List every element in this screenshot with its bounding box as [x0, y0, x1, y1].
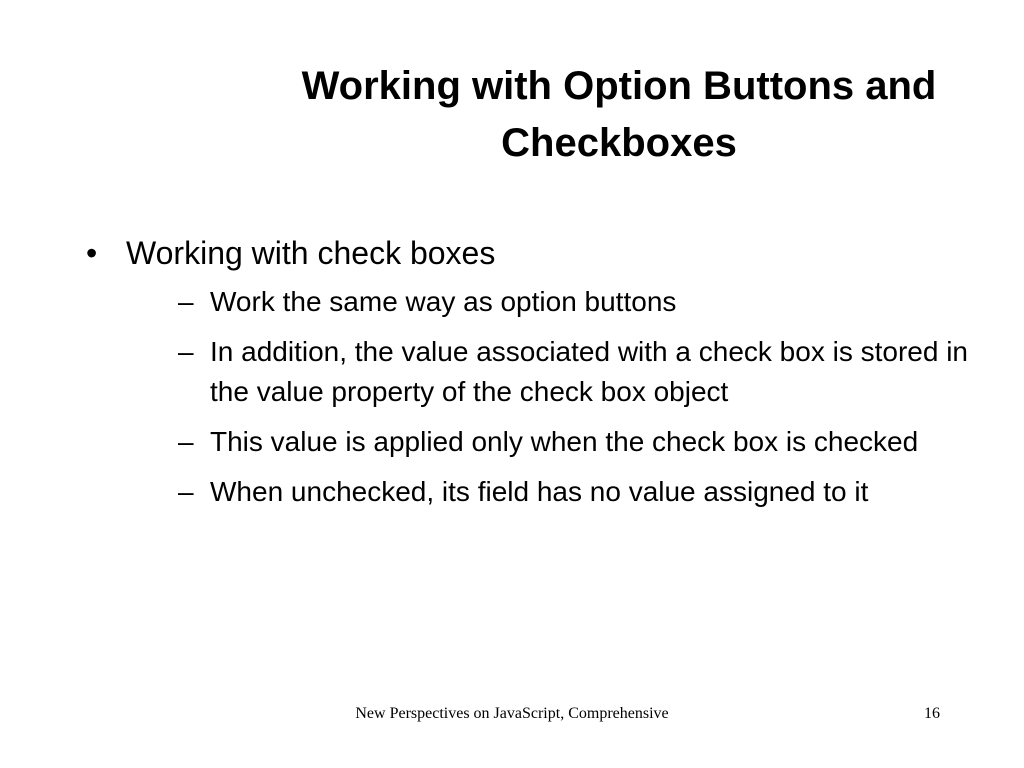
sub-bullet-marker: –: [178, 336, 194, 367]
sub-bullet-marker: –: [178, 476, 194, 507]
sub-bullet-marker: –: [178, 286, 194, 317]
sub-bullet-item-4: [126, 472, 970, 512]
sub-bullet-text: In addition, the value associated with a check box is stored in the value property of the check box object: [210, 336, 968, 407]
bullet-item: [86, 226, 968, 512]
sub-bullet-item-1: [126, 282, 970, 322]
bullet-marker: •: [86, 235, 98, 271]
sub-bullet-text: This value is applied only when the check box is checked: [210, 426, 919, 457]
sub-bullet-list: [126, 282, 968, 512]
slide-title-line-2: Checkboxes: [501, 121, 737, 165]
bullet-text: Working with check boxes: [126, 235, 496, 271]
bullet-list: [86, 226, 968, 522]
sub-bullet-marker: –: [178, 426, 194, 457]
page-number: 16: [924, 705, 940, 722]
slide-title: [258, 58, 980, 172]
sub-bullet-item-3: [126, 422, 970, 462]
footer-text: New Perspectives on JavaScript, Comprehensive: [355, 705, 669, 722]
sub-bullet-item-2: [126, 332, 970, 412]
sub-bullet-text: Work the same way as option buttons: [210, 286, 677, 317]
sub-bullet-text: When unchecked, its field has no value assigned to it: [210, 476, 869, 507]
slide-title-line-1: Working with Option Buttons and: [301, 64, 937, 108]
